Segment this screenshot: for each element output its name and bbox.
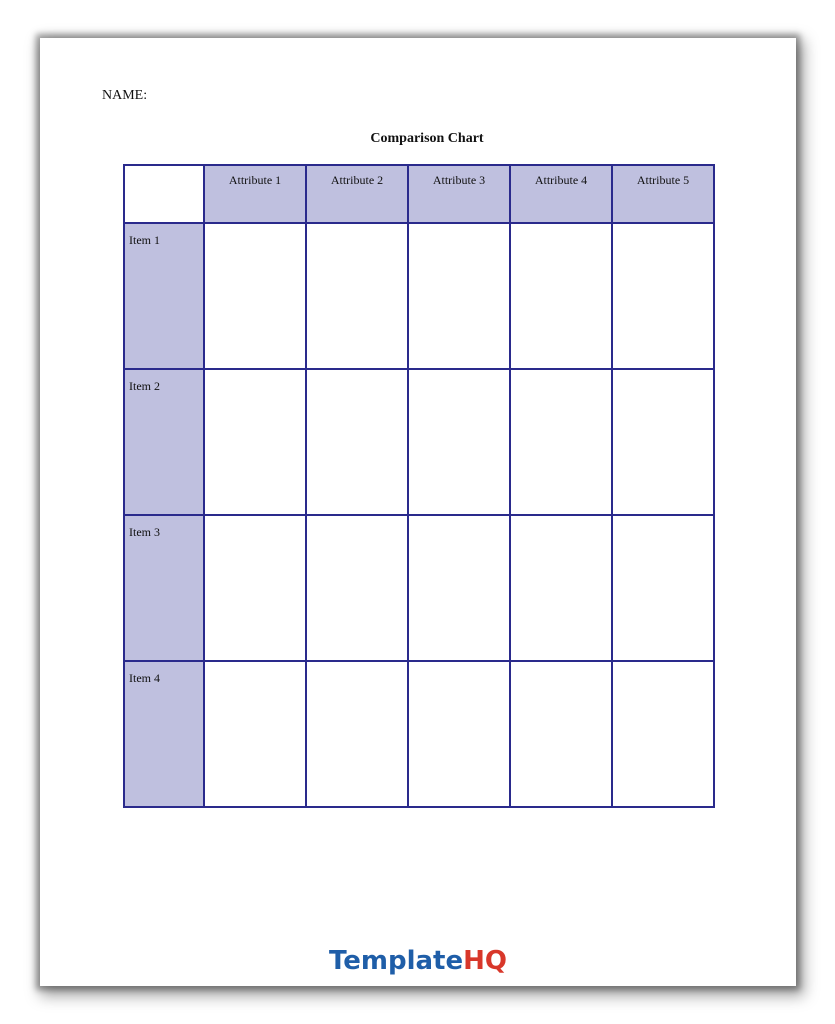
row-header-1 [124,223,204,369]
column-header-label: Attribute 5 [636,173,690,187]
table-cell[interactable] [510,515,612,661]
column-header-label: Attribute 1 [228,173,282,187]
table-cell[interactable] [612,369,714,515]
table-cell[interactable] [612,661,714,807]
row-header-3 [124,515,204,661]
column-header-label: Attribute 2 [330,173,384,187]
column-header-2 [306,165,408,223]
table-cell[interactable] [306,661,408,807]
table-cell[interactable] [204,515,306,661]
name-label: NAME: [102,88,148,103]
row-header-label: Item 2 [129,379,160,393]
templatehq-logo [40,946,796,976]
table-cell[interactable] [306,515,408,661]
row-header-label: Item 3 [129,525,160,539]
column-header-1 [204,165,306,223]
row-header-label: Item 4 [129,671,160,685]
table-row [124,369,714,515]
table-cell[interactable] [408,515,510,661]
table-header-row [124,165,714,223]
table-cell[interactable] [408,223,510,369]
table-cell[interactable] [510,369,612,515]
table-row [124,515,714,661]
table-cell[interactable] [306,369,408,515]
column-header-3 [408,165,510,223]
chart-title: Comparison Chart [370,131,484,146]
table-cell[interactable] [510,223,612,369]
table-row [124,661,714,807]
table-cell[interactable] [204,223,306,369]
row-header-2 [124,369,204,515]
row-header-4 [124,661,204,807]
table-row [124,223,714,369]
column-header-label: Attribute 4 [534,173,588,187]
table-cell[interactable] [612,515,714,661]
table-cell[interactable] [408,661,510,807]
table-cell[interactable] [408,369,510,515]
table-cell[interactable] [612,223,714,369]
logo-text-hq: HQ [463,946,507,976]
table-cell[interactable] [204,661,306,807]
logo-text-template: Template [328,946,464,976]
column-header-5 [612,165,714,223]
table-cell[interactable] [306,223,408,369]
comparison-table [123,164,715,808]
table-cell[interactable] [510,661,612,807]
document-page [40,38,796,986]
column-header-4 [510,165,612,223]
column-header-label: Attribute 3 [432,173,486,187]
table-corner-cell [124,165,204,223]
table-cell[interactable] [204,369,306,515]
row-header-label: Item 1 [129,233,160,247]
